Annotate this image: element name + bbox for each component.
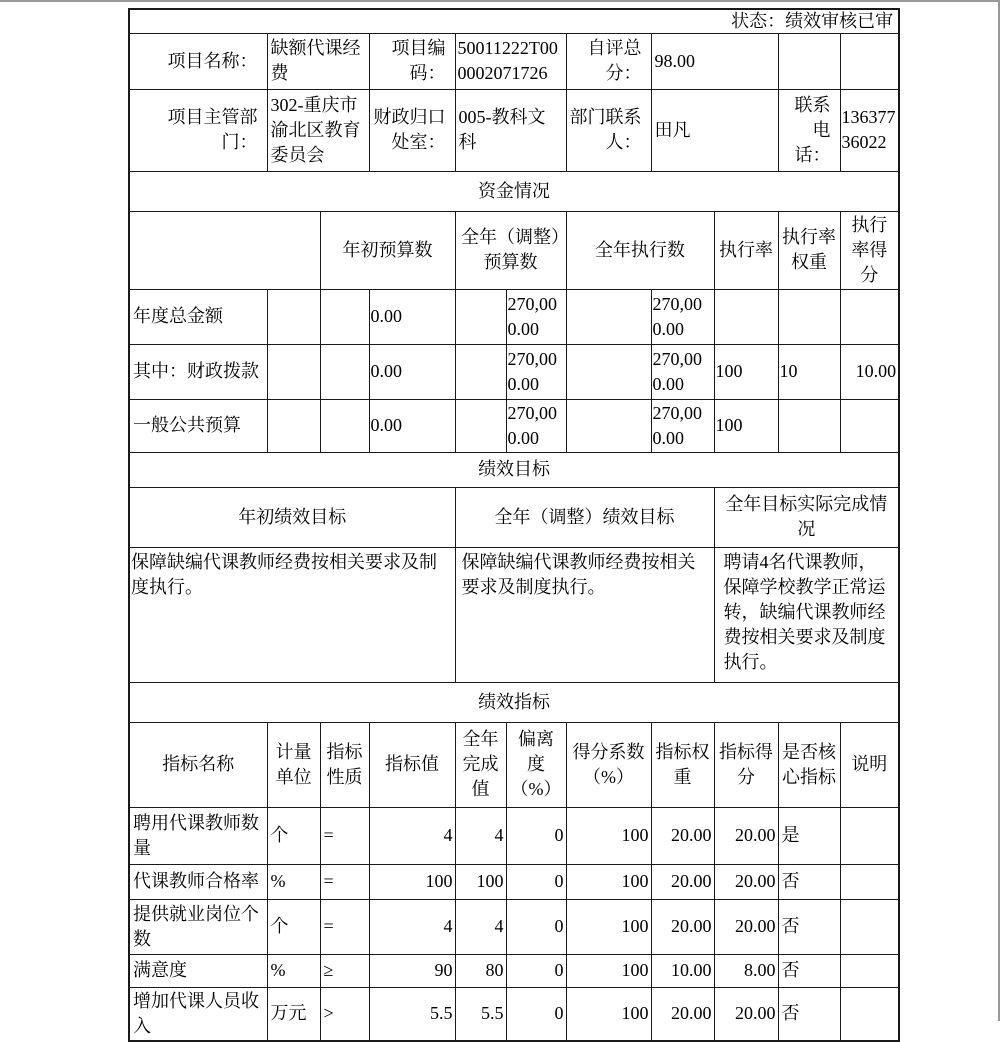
indicator-core: 否 <box>778 987 840 1041</box>
empty-cell <box>267 344 320 399</box>
project-info-row-2 <box>129 89 899 171</box>
indicators-col-nature: 指标性质 <box>320 722 369 807</box>
funding-col-adjusted-budget: 全年（调整）预算数 <box>455 211 566 289</box>
indicator-row <box>129 954 899 987</box>
empty-cell <box>778 33 840 89</box>
project-code-value: 50011222T000002071726 <box>455 33 566 89</box>
indicator-core: 否 <box>778 954 840 987</box>
indicator-target: 90 <box>369 954 455 987</box>
indicator-completed: 100 <box>455 864 506 899</box>
indicator-note <box>840 807 899 864</box>
indicator-name: 增加代课人员收入 <box>129 987 267 1041</box>
project-name-value: 缺额代课经费 <box>267 33 369 89</box>
indicator-coefficient: 100 <box>566 954 651 987</box>
indicator-weight: 20.00 <box>651 807 714 864</box>
self-score-value: 98.00 <box>651 33 778 89</box>
goal-actual-text: 聘请4名代课教师，保障学校教学正常运转，缺编代课教师经费按相关要求及制度执行。 <box>714 547 899 682</box>
indicators-col-deviation: 偏离度（%） <box>506 722 566 807</box>
indicators-section-row <box>129 682 899 722</box>
indicator-nature: = <box>320 864 369 899</box>
funding-exec-rate: 100 <box>714 344 778 399</box>
indicators-col-unit: 计量单位 <box>267 722 320 807</box>
indicator-name: 满意度 <box>129 954 267 987</box>
empty-cell <box>566 399 651 452</box>
funding-executed: 270,000.00 <box>651 344 714 399</box>
status-row <box>129 9 899 33</box>
goal-initial-text: 保障缺编代课教师经费按相关要求及制度执行。 <box>129 547 455 682</box>
funding-row-fiscal <box>129 344 899 399</box>
indicator-weight: 20.00 <box>651 987 714 1041</box>
goal-adjusted-text: 保障缺编代课教师经费按相关要求及制度执行。 <box>455 547 714 682</box>
indicator-name: 聘用代课教师数量 <box>129 807 267 864</box>
indicator-nature: = <box>320 807 369 864</box>
indicator-completed: 80 <box>455 954 506 987</box>
funding-adjusted-budget: 270,000.00 <box>506 289 566 344</box>
indicator-coefficient: 100 <box>566 987 651 1041</box>
indicator-row <box>129 864 899 899</box>
funding-initial-budget: 0.00 <box>369 399 455 452</box>
contact-label: 部门联系人： <box>566 89 651 171</box>
indicators-col-completed: 全年完成值 <box>455 722 506 807</box>
empty-cell <box>320 399 369 452</box>
empty-cell <box>320 289 369 344</box>
fiscal-office-value: 005-教科文科 <box>455 89 566 171</box>
funding-exec-rate-weight <box>778 399 840 452</box>
indicators-section-title: 绩效指标 <box>129 682 899 722</box>
dept-value: 302-重庆市渝北区教育委员会 <box>267 89 369 171</box>
empty-cell <box>455 399 506 452</box>
indicator-name: 代课教师合格率 <box>129 864 267 899</box>
self-score-label: 自评总分： <box>566 33 651 89</box>
funding-col-exec-rate-score: 执行率得分 <box>840 211 899 289</box>
funding-adjusted-budget: 270,000.00 <box>506 399 566 452</box>
indicators-col-target: 指标值 <box>369 722 455 807</box>
funding-row-label: 其中：财政拨款 <box>129 344 267 399</box>
indicators-col-note: 说明 <box>840 722 899 807</box>
funding-initial-budget: 0.00 <box>369 289 455 344</box>
indicators-col-score: 指标得分 <box>714 722 778 807</box>
indicator-nature: ≥ <box>320 954 369 987</box>
indicator-row <box>129 807 899 864</box>
indicators-col-name: 指标名称 <box>129 722 267 807</box>
empty-cell <box>455 289 506 344</box>
goals-header-row <box>129 487 899 547</box>
funding-header-blank <box>129 211 320 289</box>
goals-col-initial: 年初绩效目标 <box>129 487 455 547</box>
empty-cell <box>840 33 899 89</box>
goals-section-row <box>129 452 899 487</box>
indicator-completed: 4 <box>455 899 506 954</box>
funding-col-executed: 全年执行数 <box>566 211 714 289</box>
goals-section-title: 绩效目标 <box>129 452 899 487</box>
indicator-unit: 个 <box>267 899 320 954</box>
empty-cell <box>566 344 651 399</box>
indicator-unit: 个 <box>267 807 320 864</box>
indicator-score: 8.00 <box>714 954 778 987</box>
indicator-note <box>840 987 899 1041</box>
indicator-score: 20.00 <box>714 864 778 899</box>
indicator-deviation: 0 <box>506 954 566 987</box>
funding-header-row <box>129 211 899 289</box>
indicator-target: 4 <box>369 807 455 864</box>
indicators-col-weight: 指标权重 <box>651 722 714 807</box>
goals-content-row <box>129 547 899 682</box>
funding-row-total <box>129 289 899 344</box>
page-frame-top <box>0 0 1000 2</box>
funding-executed: 270,000.00 <box>651 289 714 344</box>
indicator-score: 20.00 <box>714 807 778 864</box>
indicator-note <box>840 864 899 899</box>
empty-cell <box>320 344 369 399</box>
funding-row-label: 年度总金额 <box>129 289 267 344</box>
indicator-nature: = <box>320 899 369 954</box>
indicator-weight: 20.00 <box>651 864 714 899</box>
empty-cell <box>566 289 651 344</box>
funding-exec-rate: 100 <box>714 399 778 452</box>
funding-exec-rate-score <box>840 289 899 344</box>
indicator-score: 20.00 <box>714 987 778 1041</box>
empty-cell <box>267 289 320 344</box>
indicator-target: 4 <box>369 899 455 954</box>
status-text: 状态：绩效审核已审 <box>129 9 899 33</box>
indicator-deviation: 0 <box>506 899 566 954</box>
indicator-deviation: 0 <box>506 987 566 1041</box>
indicator-row <box>129 987 899 1041</box>
indicator-completed: 5.5 <box>455 987 506 1041</box>
indicator-unit: 万元 <box>267 987 320 1041</box>
indicator-score: 20.00 <box>714 899 778 954</box>
goals-col-actual: 全年目标实际完成情况 <box>714 487 899 547</box>
dept-label: 项目主管部门： <box>129 89 267 171</box>
indicator-core: 否 <box>778 864 840 899</box>
indicator-completed: 4 <box>455 807 506 864</box>
indicators-header-row <box>129 722 899 807</box>
indicator-core: 是 <box>778 807 840 864</box>
funding-exec-rate <box>714 289 778 344</box>
indicators-col-coefficient: 得分系数（%） <box>566 722 651 807</box>
indicator-note <box>840 954 899 987</box>
indicator-coefficient: 100 <box>566 807 651 864</box>
contact-value: 田凡 <box>651 89 778 171</box>
project-name-label: 项目名称： <box>129 33 267 89</box>
empty-cell <box>455 344 506 399</box>
indicator-weight: 20.00 <box>651 899 714 954</box>
empty-cell <box>267 399 320 452</box>
funding-section-title: 资金情况 <box>129 171 899 211</box>
funding-exec-rate-weight: 10 <box>778 344 840 399</box>
phone-label: 联系电话： <box>778 89 840 171</box>
funding-executed: 270,000.00 <box>651 399 714 452</box>
indicator-coefficient: 100 <box>566 899 651 954</box>
indicator-note <box>840 899 899 954</box>
fiscal-office-label: 财政归口处室： <box>369 89 455 171</box>
indicator-nature: > <box>320 987 369 1041</box>
funding-exec-rate-score <box>840 399 899 452</box>
funding-exec-rate-score: 10.00 <box>840 344 899 399</box>
phone-value: 13637736022 <box>840 89 899 171</box>
funding-col-exec-rate: 执行率 <box>714 211 778 289</box>
indicator-target: 100 <box>369 864 455 899</box>
indicator-unit: % <box>267 864 320 899</box>
funding-section-row <box>129 171 899 211</box>
funding-col-initial-budget: 年初预算数 <box>320 211 455 289</box>
indicator-name: 提供就业岗位个数 <box>129 899 267 954</box>
indicator-unit: % <box>267 954 320 987</box>
indicator-core: 否 <box>778 899 840 954</box>
indicator-weight: 10.00 <box>651 954 714 987</box>
performance-evaluation-table <box>128 8 900 1042</box>
funding-row-public-budget <box>129 399 899 452</box>
project-info-row-1 <box>129 33 899 89</box>
indicators-col-core: 是否核心指标 <box>778 722 840 807</box>
goals-col-adjusted: 全年（调整）绩效目标 <box>455 487 714 547</box>
funding-initial-budget: 0.00 <box>369 344 455 399</box>
indicator-target: 5.5 <box>369 987 455 1041</box>
funding-col-exec-rate-weight: 执行率权重 <box>778 211 840 289</box>
funding-adjusted-budget: 270,000.00 <box>506 344 566 399</box>
funding-row-label: 一般公共预算 <box>129 399 267 452</box>
funding-exec-rate-weight <box>778 289 840 344</box>
project-code-label: 项目编码： <box>369 33 455 89</box>
indicator-deviation: 0 <box>506 807 566 864</box>
indicator-deviation: 0 <box>506 864 566 899</box>
indicator-row <box>129 899 899 954</box>
indicator-coefficient: 100 <box>566 864 651 899</box>
